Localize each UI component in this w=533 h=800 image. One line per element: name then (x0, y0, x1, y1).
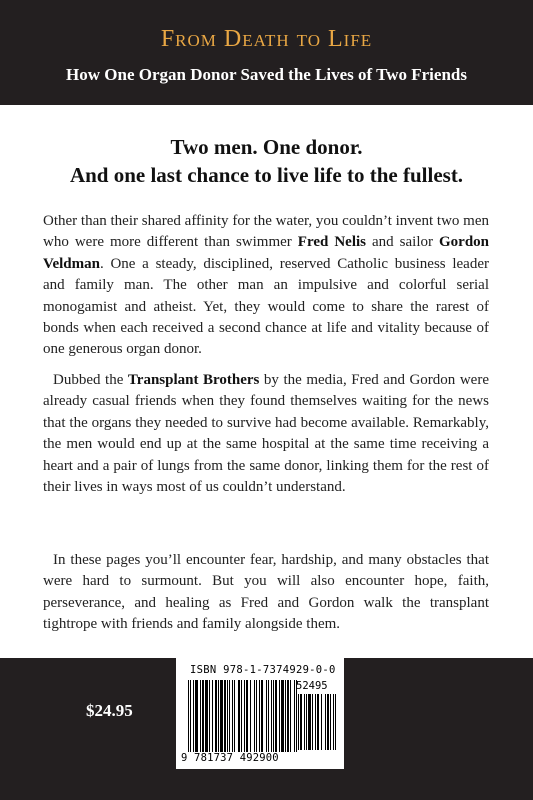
barcode-bar (254, 680, 255, 752)
barcode-bar (188, 680, 189, 752)
barcode-bar (268, 680, 269, 752)
barcode-bar (308, 694, 311, 750)
barcode-bar (234, 680, 235, 752)
addon-barcode (298, 694, 336, 750)
barcode-bar (190, 680, 191, 752)
barcode-bar (312, 694, 313, 750)
barcode-bar (218, 680, 219, 752)
barcode-bar (256, 680, 257, 752)
barcode-bar (285, 680, 286, 752)
barcode-bar (227, 680, 228, 752)
barcode-bar (229, 680, 230, 752)
p1-text-e: . One a steady, disciplined, reserved Catholic business leader and family man. The other man an impulsive and colorful serial monogamist and atheist. Yet, they would come to share the rarest of bonds when each received a second chance at life and vitality because of one generous organ donor. (43, 255, 489, 358)
barcode-bar (290, 680, 291, 752)
tagline-line-2: And one last chance to live life to the fullest. (69, 163, 464, 187)
barcode-bar (220, 680, 223, 752)
barcode-bar (304, 694, 305, 750)
addon-digits: 52495 (296, 680, 328, 692)
barcode-bar (298, 694, 299, 750)
isbn-label: ISBN 978-1-7374929-0-0 (190, 664, 336, 676)
p1-text-c: and sailor (366, 234, 439, 251)
transplant-brothers-term: Transplant Brothers (127, 372, 260, 388)
barcode-bar (209, 680, 210, 752)
barcode-bar (275, 680, 277, 752)
barcode-bar (212, 680, 213, 752)
barcode-bar (335, 694, 336, 750)
barcode-bar (246, 680, 248, 752)
barcode-bar (300, 694, 302, 750)
barcode-bar (224, 680, 226, 752)
barcode-bar (287, 680, 289, 752)
barcode-bar (232, 680, 233, 752)
p2-text-a: Dubbed the (53, 372, 128, 388)
barcode-bar (273, 680, 274, 752)
p2-text-c: by the media, Fred and Gordon were already casual friends when they found themselves waiting for the news that the organs they needed to survive had become available. Remarkably, the men would end up at the same hospital at the same time receiving a heart and a pair of lungs from the same donor, linking them for the rest of their lives in ways most of us couldn’t understand. (43, 372, 489, 496)
barcode-bar (266, 680, 267, 752)
ean-digits: 9 781737 492900 (181, 752, 279, 764)
barcode-bar (205, 680, 208, 752)
barcode-bar (294, 680, 295, 752)
barcode-bar (333, 694, 334, 750)
tagline-line-1: Two men. One donor. (170, 135, 363, 159)
blurb-paragraph-3: In these pages you’ll encounter fear, hardship, and many obstacles that were hard to surmount. But you will also encounter hope, faith, perseverance, and healing as Fred and Gordon walk the transplant tightrope with friends and family alongside them. (43, 552, 489, 633)
p1-text-a: Other than their shared affinity for the water, you couldn’t invent two men who were more different than swimmer (43, 213, 489, 251)
barcode-bar (200, 680, 201, 752)
barcode-bar (281, 680, 284, 752)
barcode-bar (279, 680, 280, 752)
book-title: From Death to Life (160, 26, 373, 52)
price-label: $24.95 (86, 701, 133, 720)
barcode-bar (244, 680, 245, 752)
name-fred-nelis: Fred Nelis (297, 234, 367, 251)
barcode-bar (271, 680, 272, 752)
barcode-bar (215, 680, 217, 752)
barcode-bar (321, 694, 322, 750)
barcode-bar (238, 680, 240, 752)
barcode-bar (330, 694, 331, 750)
barcode-bar (327, 694, 329, 750)
book-subtitle: How One Organ Donor Saved the Lives of Two Friends (66, 65, 467, 84)
barcode-bar (261, 680, 263, 752)
barcode-bar (250, 680, 251, 752)
barcode-bar (315, 694, 316, 750)
ean-barcode (188, 680, 297, 752)
barcode-bar (259, 680, 260, 752)
barcode-bar (317, 694, 319, 750)
name-gordon-veldman: Gordon Veldman (43, 234, 490, 272)
barcode-bar (195, 680, 198, 752)
barcode-bar (202, 680, 204, 752)
barcode-bar (306, 694, 307, 750)
barcode-bar (241, 680, 242, 752)
barcode-bar (193, 680, 194, 752)
barcode-bar (325, 694, 326, 750)
